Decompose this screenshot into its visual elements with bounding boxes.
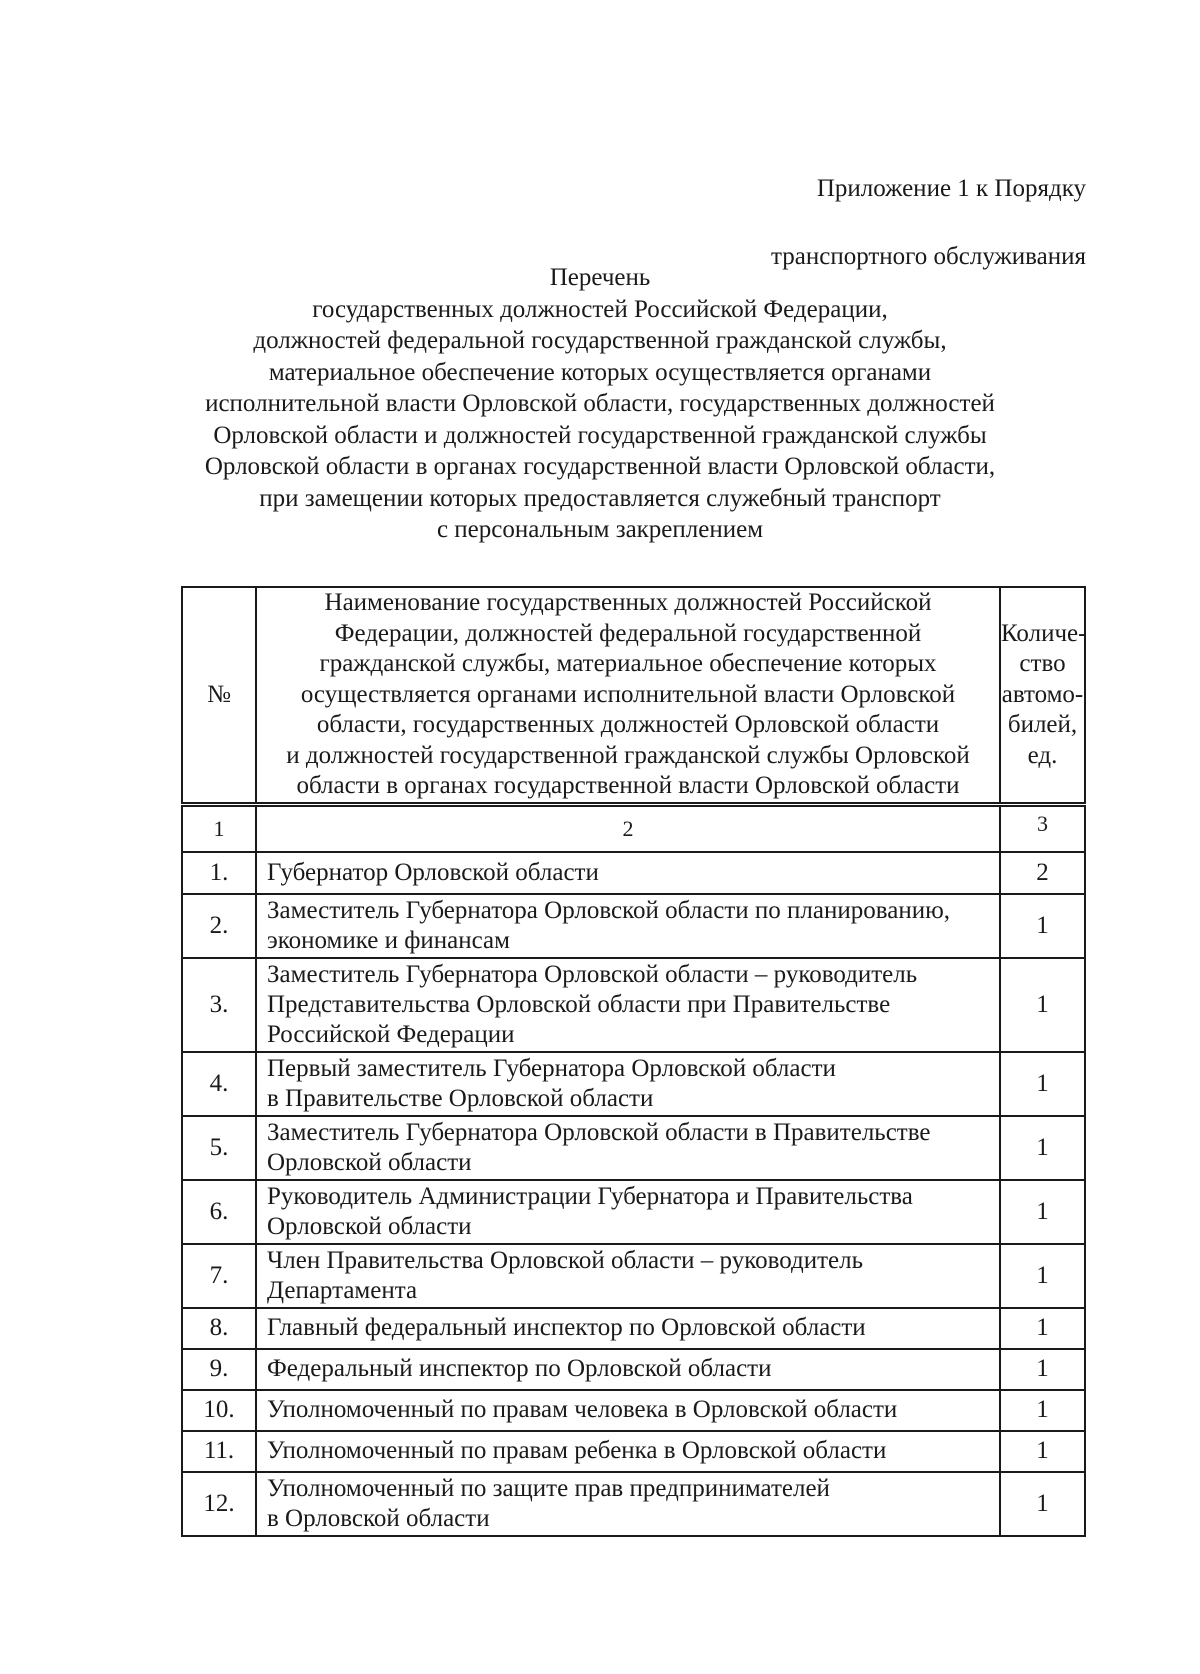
position-name-line: Заместитель Губернатора Орловской области по планированию, [267, 896, 951, 924]
row-number: 2. [182, 894, 256, 958]
row-number: 1. [182, 852, 256, 894]
position-name [256, 1116, 1000, 1180]
header-qty-line: автомо- [1001, 680, 1084, 708]
header-name-line: Наименование государственных должностей Российской [324, 589, 932, 616]
document-title [0, 262, 1200, 546]
position-name-line: Заместитель Губернатора Орловской области – руководитель [267, 960, 918, 988]
position-name [256, 1308, 1000, 1349]
position-name-line: Уполномоченный по защите прав предпринимателей [267, 1474, 830, 1502]
row-number: 5. [182, 1116, 256, 1180]
position-name [256, 1244, 1000, 1308]
position-name-line: Федеральный инспектор по Орловской области [267, 1355, 772, 1382]
title-line: Орловской области и должностей государственной гражданской службы [213, 421, 987, 449]
vehicle-count: 1 [1000, 958, 1085, 1052]
header-vehicle-count [1000, 587, 1085, 804]
position-name-line: в Орловской области [267, 1504, 490, 1532]
title-line: материальное обеспечение которых осуществляется органами [268, 358, 932, 386]
position-name-line: экономике и финансам [267, 926, 510, 954]
position-name-line: Член Правительства Орловской области – руководитель [267, 1246, 864, 1274]
position-name [256, 1052, 1000, 1116]
position-name-line: Уполномоченный по правам ребенка в Орловской области [267, 1437, 887, 1464]
title-line: государственных должностей Российской Федерации, [312, 295, 888, 323]
header-qty-line: ед. [1027, 741, 1058, 769]
column-number: 3 [1000, 804, 1085, 852]
row-number: 6. [182, 1180, 256, 1244]
appendix-line: Приложение 1 к Порядку [816, 175, 1086, 202]
table-row [182, 894, 1085, 958]
position-name-line: Российской Федерации [267, 1020, 515, 1048]
position-name [256, 1472, 1000, 1536]
position-name-line: Главный федеральный инспектор по Орловской области [267, 1314, 866, 1341]
vehicle-count: 1 [1000, 1431, 1085, 1472]
title-line: Перечень [549, 264, 651, 291]
row-number: 4. [182, 1052, 256, 1116]
position-name-line: в Правительстве Орловской области [267, 1084, 654, 1112]
position-name-line: Департамента [267, 1276, 418, 1304]
table-row [182, 958, 1085, 1052]
table-row [182, 1052, 1085, 1116]
header-qty-line: ство [1019, 650, 1066, 677]
position-name-line: Руководитель Администрации Губернатора и Правительства [267, 1182, 913, 1210]
table-row [182, 1472, 1085, 1536]
vehicle-count: 1 [1000, 1116, 1085, 1180]
position-name-line: Губернатор Орловской области [267, 858, 599, 886]
table-row [182, 1390, 1085, 1431]
title-line: должностей федеральной государственной гражданской службы, [253, 327, 947, 354]
vehicle-count: 1 [1000, 1180, 1085, 1244]
header-position-name [256, 587, 1000, 804]
column-number: 2 [256, 804, 1000, 852]
positions-table [181, 586, 1086, 1537]
column-number-row [182, 804, 1085, 852]
position-name-line: Первый заместитель Губернатора Орловской области [267, 1054, 836, 1082]
header-name-line: и должностей государственной гражданской службы Орловской [286, 741, 970, 769]
position-name-line: Орловской области [267, 1212, 472, 1240]
vehicle-count: 1 [1000, 1308, 1085, 1349]
header-name-line: области в органах государственной власти Орловской области [296, 772, 960, 799]
header-qty-line: билей, [1007, 711, 1078, 738]
position-name-line: Представительства Орловской области при Правительстве [267, 990, 891, 1018]
header-number: № [182, 587, 256, 804]
row-number: 3. [182, 958, 256, 1052]
title-line: при замещении которых предоставляется служебный транспорт [259, 484, 941, 512]
position-name [256, 852, 1000, 894]
position-name [256, 1349, 1000, 1390]
vehicle-count: 1 [1000, 1052, 1085, 1116]
table-row [182, 1349, 1085, 1390]
table-row [182, 1180, 1085, 1244]
header-qty-line: Количе- [1001, 619, 1087, 647]
table-header-row [182, 587, 1085, 804]
position-name [256, 1390, 1000, 1431]
table-row [182, 1244, 1085, 1308]
row-number: 7. [182, 1244, 256, 1308]
row-number: 12. [182, 1472, 256, 1536]
vehicle-count: 1 [1000, 1390, 1085, 1431]
vehicle-count: 1 [1000, 1472, 1085, 1536]
table-row [182, 1308, 1085, 1349]
title-line: исполнительной власти Орловской области, государственных должностей [205, 390, 995, 417]
header-name-line: осуществляется органами исполнительной власти Орловской [300, 680, 956, 708]
header-name-line: Федерации, должностей федеральной государственной [334, 619, 922, 647]
position-name [256, 894, 1000, 958]
vehicle-count: 2 [1000, 852, 1085, 894]
column-number: 1 [182, 804, 256, 852]
position-name [256, 958, 1000, 1052]
row-number: 9. [182, 1349, 256, 1390]
position-name [256, 1431, 1000, 1472]
position-name [256, 1180, 1000, 1244]
position-name-line: Уполномоченный по правам человека в Орловской области [267, 1396, 898, 1423]
row-number: 8. [182, 1308, 256, 1349]
row-number: 11. [182, 1431, 256, 1472]
row-number: 10. [182, 1390, 256, 1431]
header-name-line: области, государственных должностей Орловской области [316, 711, 940, 738]
position-name-line: Орловской области [267, 1148, 472, 1176]
position-name-line: Заместитель Губернатора Орловской области в Правительстве [267, 1118, 931, 1146]
table-row [182, 1431, 1085, 1472]
header-name-line: гражданской службы, материальное обеспечение которых [319, 650, 937, 677]
vehicle-count: 1 [1000, 894, 1085, 958]
title-line: с персональным закреплением [436, 516, 764, 543]
table-row [182, 1116, 1085, 1180]
title-line: Орловской области в органах государственной власти Орловской области, [204, 453, 996, 480]
vehicle-count: 1 [1000, 1244, 1085, 1308]
table-row [182, 852, 1085, 894]
vehicle-count: 1 [1000, 1349, 1085, 1390]
appendix-line: транспортного обслуживания [771, 243, 1086, 270]
